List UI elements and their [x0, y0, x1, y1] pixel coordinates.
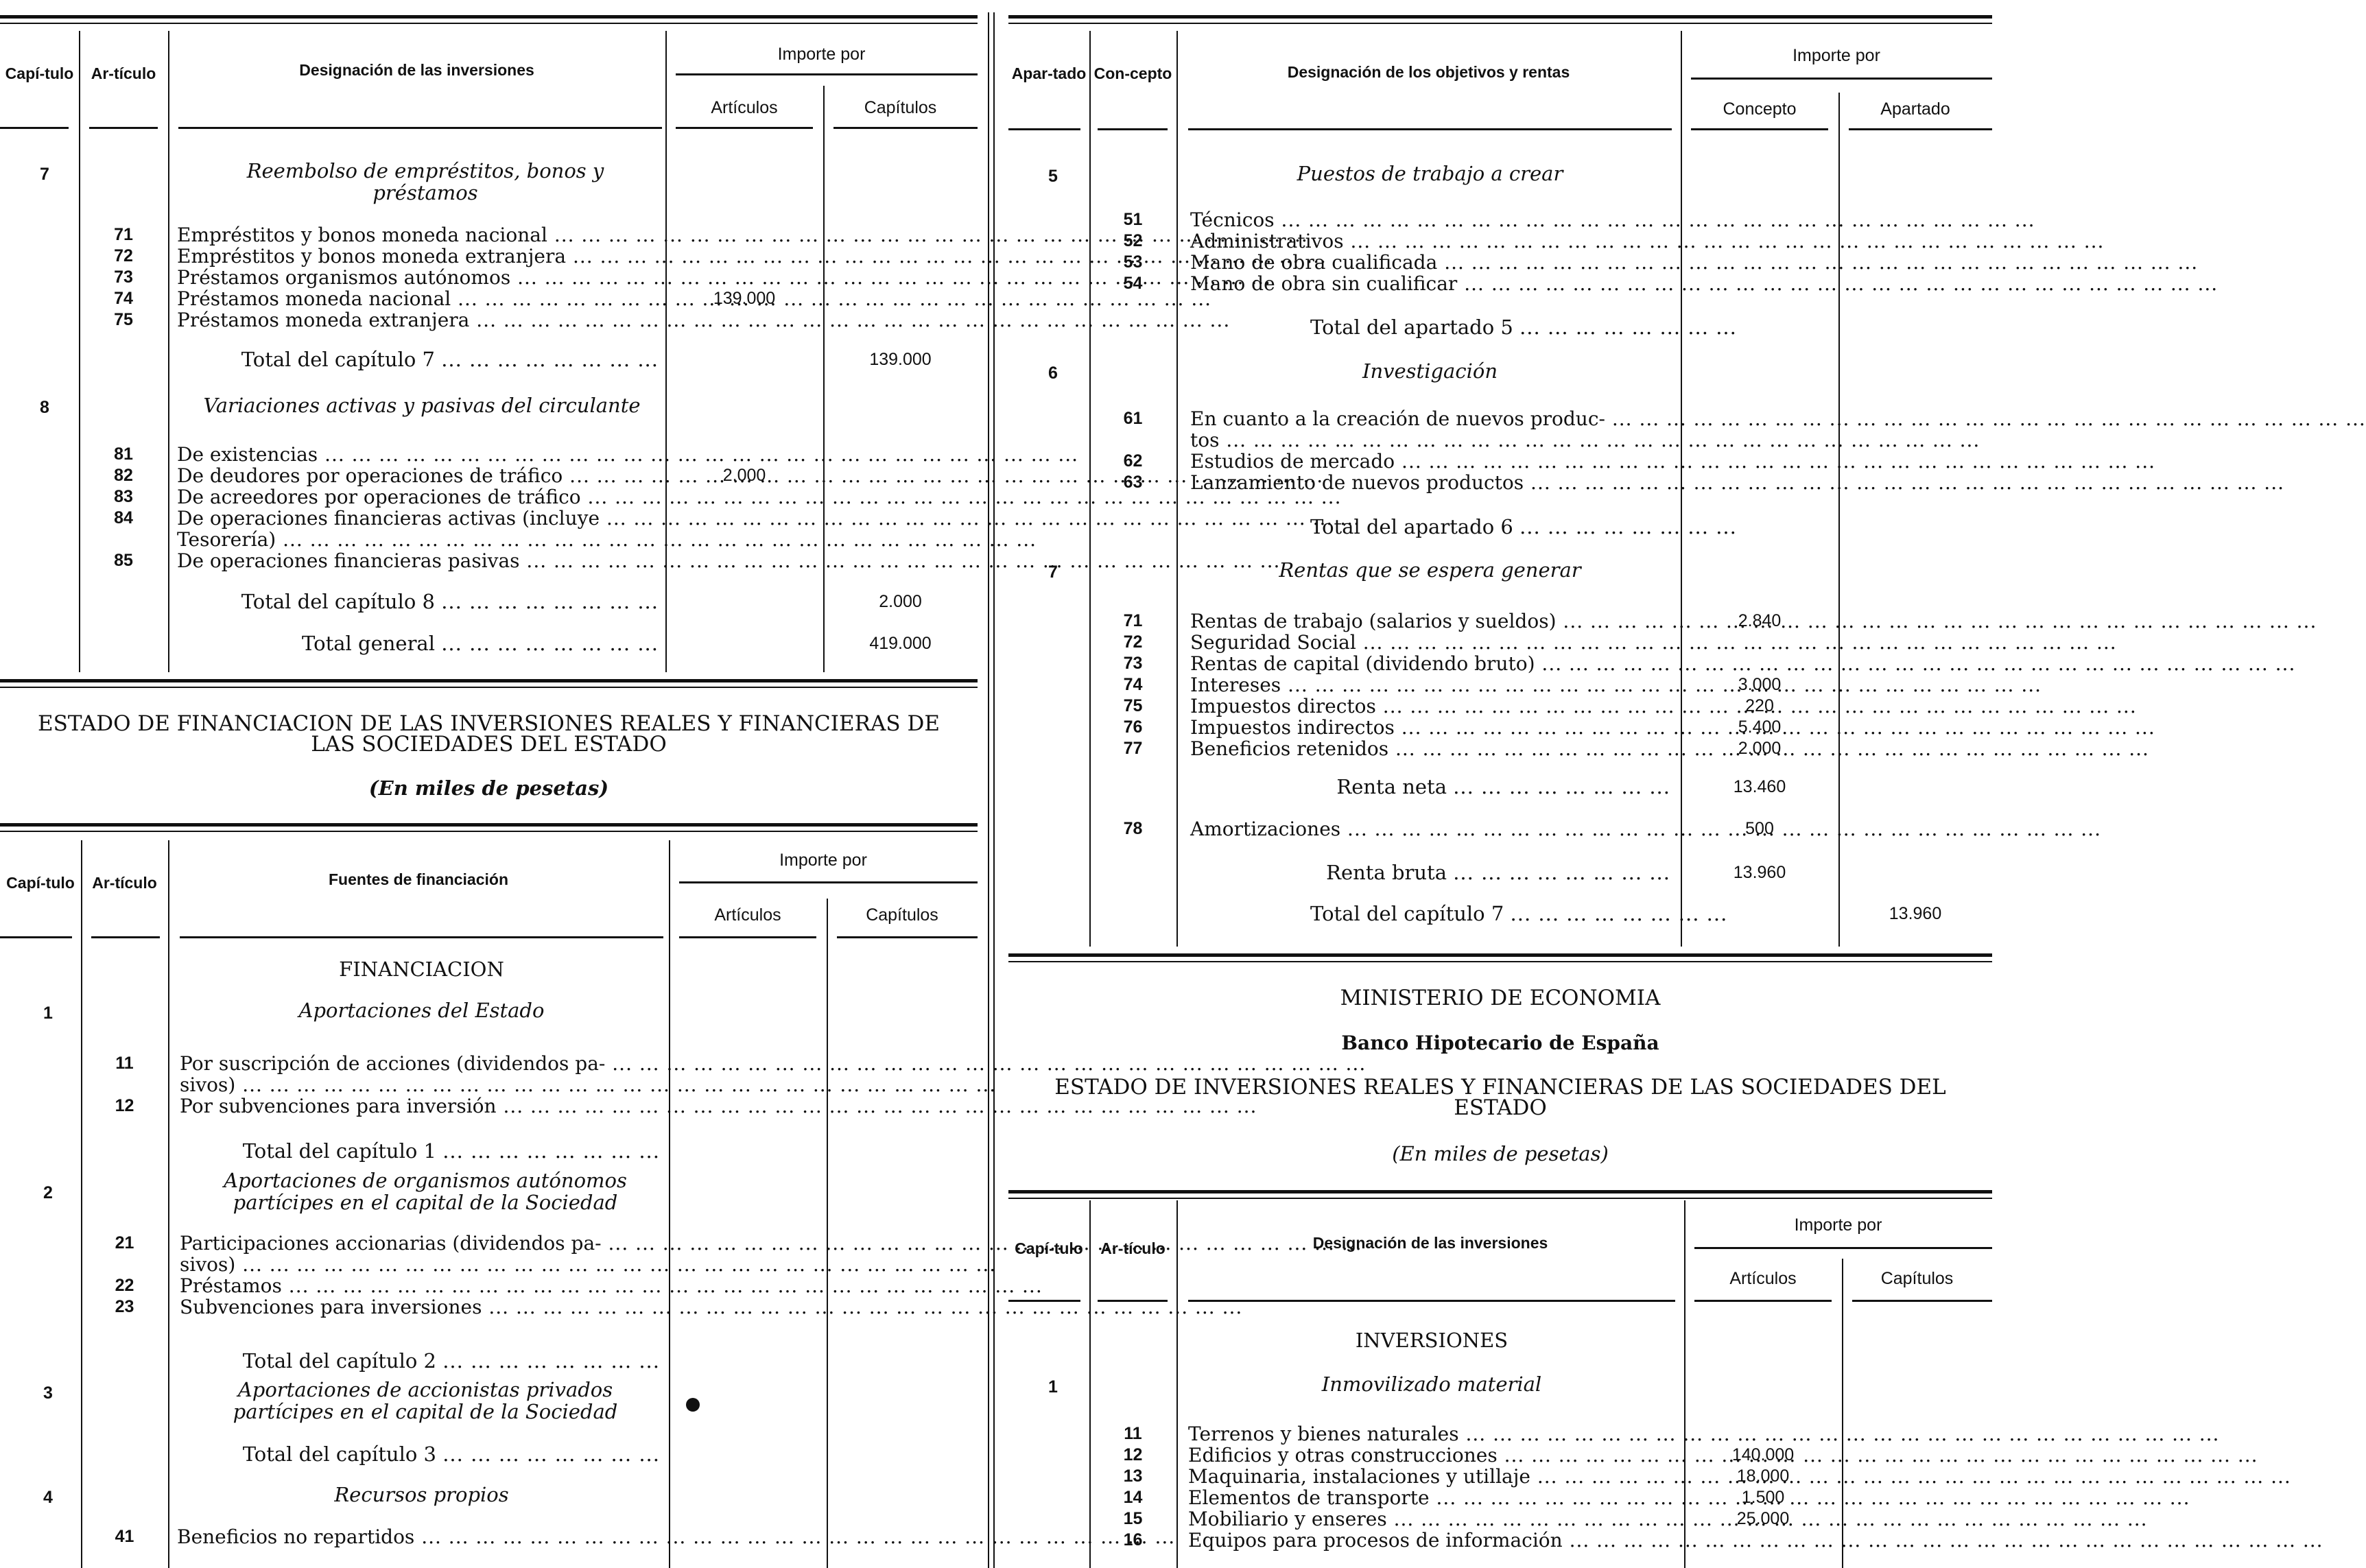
row-label: Impuestos indirectos ... . — [1190, 717, 1670, 738]
row-number: 13 — [1123, 1466, 1143, 1486]
section-rule — [1008, 1190, 1992, 1193]
row-value: 3.000 — [1738, 675, 1782, 694]
row-value: 18.000 — [1736, 1466, 1790, 1486]
row-label: Lanzamiento de nuevos productos ... . — [1190, 472, 1670, 493]
table-row — [0, 224, 978, 246]
chapter-total: Total del capítulo 7 ... ... ... ... ... ... ... ... — [1310, 902, 1728, 925]
ministry-name: MINISTERIO DE ECONOMIA — [1340, 986, 1661, 1010]
row-label: Edificios y otras construcciones ... . — [1188, 1445, 1675, 1466]
header-capitulo: Capí-tulo — [5, 64, 74, 82]
row-label: Beneficios retenidos ... . — [1190, 738, 1670, 759]
row-label: Amortizaciones ... . — [1190, 818, 1670, 840]
renta-neta-value: 13.460 — [1733, 777, 1786, 796]
apartado-total: Total del apartado 6 ... ... ... ... ... ... ... ... — [1310, 515, 1737, 538]
chapter-title: Reembolso de empréstitos, bonos y préstamos — [246, 159, 604, 204]
row-value: 500 — [1745, 819, 1774, 838]
table-row — [0, 486, 978, 508]
apartado-title: Rentas que se espera generar — [1279, 558, 1581, 582]
chapter-number: 2 — [43, 1183, 53, 1202]
row-label: sivos) ... . — [180, 1074, 660, 1095]
row-label: Intereses ... . — [1190, 674, 1670, 696]
chapter-title: Aportaciones de organismos autónomos partícipes en el capital de la Sociedad — [224, 1169, 627, 1214]
row-value: 1.500 — [1741, 1488, 1785, 1507]
row-label: Técnicos ... . — [1190, 209, 1670, 230]
bank-name: Banco Hipotecario de España — [1341, 1032, 1659, 1054]
section-rule — [0, 823, 978, 827]
column-divider — [993, 12, 995, 1568]
row-number: 75 — [114, 310, 133, 329]
header-capitulo: Capí-tulo — [1015, 1239, 1083, 1257]
chapter-number: 1 — [43, 1003, 53, 1023]
table-row — [0, 1526, 978, 1547]
header-capitulos: Capítulos — [866, 905, 938, 925]
apartado-title: Investigación — [1362, 359, 1498, 383]
table-row — [1008, 1487, 1992, 1508]
row-number: 14 — [1123, 1488, 1143, 1507]
table-row — [0, 1233, 978, 1254]
row-label: De acreedores por operaciones de tráfico ... . — [177, 486, 657, 508]
header-capitulos: Capítulos — [1880, 1269, 1954, 1288]
row-label: Empréstitos y bonos moneda extranjera ... . — [177, 246, 657, 267]
row-number: 74 — [114, 289, 133, 308]
row-label: De operaciones financieras activas (incluye ... . — [177, 508, 657, 529]
investments-subtitle: (En miles de pesetas) — [1392, 1142, 1609, 1165]
chapter-total: Total del capítulo 7 ... ... ... ... ... ... ... ... — [241, 348, 659, 371]
row-label: Empréstitos y bonos moneda nacional ... . — [177, 224, 657, 246]
row-number: 11 — [115, 1054, 134, 1073]
header-importe: Importe por — [1794, 1215, 1882, 1235]
row-number: 61 — [1123, 409, 1143, 428]
table-row — [0, 1074, 978, 1095]
table-row — [1008, 1466, 1992, 1487]
row-number: 12 — [1123, 1445, 1143, 1464]
row-value: 5.400 — [1738, 717, 1782, 737]
row-number: 71 — [1123, 611, 1143, 630]
row-label: Mano de obra cualificada ... . — [1190, 252, 1670, 273]
general-total: Total general ... ... ... ... ... ... ... ... — [302, 632, 659, 655]
row-label: Préstamos ... . — [180, 1275, 660, 1296]
header-designacion: Designación de las inversiones — [299, 61, 534, 79]
row-label: Por suscripción de acciones (dividendos pa- ... . — [180, 1053, 660, 1074]
chapter-total-value: 13.960 — [1889, 904, 1942, 923]
financing-title: ESTADO DE FINANCIACION DE LAS INVERSIONES REALES Y FINANCIERAS DE LAS SOCIEDADES DEL ESTADO — [38, 711, 940, 757]
header-concepto-sub: Concepto — [1723, 99, 1797, 119]
row-value: 140.000 — [1731, 1445, 1795, 1464]
row-label: Préstamos moneda extranjera ... . — [177, 309, 657, 331]
row-value: 2.840 — [1738, 611, 1782, 630]
row-number: 54 — [1123, 274, 1143, 293]
header-designacion: Designación de las inversiones — [1312, 1234, 1548, 1252]
chapter-number: 4 — [43, 1488, 53, 1507]
row-label: Impuestos directos ... . — [1190, 696, 1670, 717]
row-number: 11 — [1124, 1424, 1142, 1443]
bullet-mark — [686, 1398, 700, 1412]
row-number: 74 — [1123, 675, 1143, 694]
table-row — [1008, 696, 1992, 717]
row-number: 73 — [1123, 654, 1143, 673]
table-row — [1008, 252, 1992, 273]
apartado-number: 6 — [1048, 364, 1058, 383]
table-row — [1008, 610, 1992, 632]
row-number: 63 — [1123, 473, 1143, 492]
row-value: 2.000 — [722, 466, 766, 485]
financing-subtitle: (En miles de pesetas) — [368, 776, 609, 800]
row-number: 78 — [1123, 819, 1143, 838]
table-row — [1008, 209, 1992, 230]
row-label: De operaciones financieras pasivas ... . — [177, 550, 657, 571]
header-importe: Importe por — [1793, 46, 1880, 65]
table-row — [1008, 818, 1992, 840]
table-row — [0, 267, 978, 288]
renta-neta: Renta neta ... ... ... ... ... ... ... ... — [1336, 775, 1670, 798]
table-row — [1008, 408, 1992, 429]
table-row — [0, 1095, 978, 1117]
row-number: 22 — [115, 1276, 134, 1295]
table-row — [0, 1254, 978, 1275]
apartado-total: Total del apartado 5 ... ... ... ... ... ... ... ... — [1310, 316, 1737, 339]
section-heading: FINANCIACION — [339, 958, 504, 981]
header-capitulo: Capí-tulo — [6, 874, 75, 892]
row-number: 72 — [1123, 632, 1143, 652]
header-apartado-sub: Apartado — [1880, 99, 1950, 119]
table-row — [1008, 273, 1992, 294]
header-fuentes: Fuentes de financiación — [329, 870, 508, 888]
chapter-title: Aportaciones de accionistas privados partícipes en el capital de la Sociedad — [233, 1378, 618, 1423]
apartado-number: 5 — [1048, 167, 1058, 186]
row-label: Por subvenciones para inversión ... . — [180, 1095, 660, 1117]
row-label: Equipos para procesos de información ... . — [1188, 1530, 1675, 1551]
row-label: Administrativos ... . — [1190, 230, 1670, 252]
row-number: 83 — [114, 487, 133, 506]
chapter-number: 3 — [43, 1383, 53, 1403]
top-rule — [1008, 15, 1992, 19]
table-row — [0, 1296, 978, 1318]
row-number: 21 — [115, 1233, 134, 1252]
chapter-number: 1 — [1048, 1377, 1058, 1397]
apartado-number: 7 — [1048, 562, 1058, 582]
general-total-value: 419.000 — [869, 634, 932, 653]
table-row — [0, 309, 978, 331]
table-row — [1008, 632, 1992, 653]
row-number: 71 — [114, 225, 133, 244]
chapter-title: Variaciones activas y pasivas del circulante — [203, 394, 641, 417]
chapter-title: Inmovilizado material — [1321, 1373, 1542, 1396]
chapter-title: Aportaciones del Estado — [298, 999, 545, 1022]
row-number: 23 — [115, 1297, 134, 1316]
row-number: 85 — [114, 551, 133, 570]
chapter-total: Total del capítulo 8 ... ... ... ... ... ... ... ... — [241, 590, 659, 613]
chapter-total: Total del capítulo 2 ... ... ... ... ... ... ... ... — [242, 1349, 660, 1373]
section-rule — [0, 679, 978, 682]
table-row — [1008, 1423, 1992, 1445]
table-row — [1008, 1445, 1992, 1466]
objectives-table — [1008, 31, 1992, 943]
table-row — [1008, 717, 1992, 738]
section-rule — [1008, 953, 1992, 957]
row-number: 15 — [1123, 1509, 1143, 1528]
row-number: 12 — [115, 1096, 134, 1115]
row-label: Maquinaria, instalaciones y utillaje ... . — [1188, 1466, 1675, 1487]
investments-table-continued — [0, 31, 978, 679]
row-number: 77 — [1123, 739, 1143, 758]
row-label: Rentas de capital (dividendo bruto) ... . — [1190, 653, 1670, 674]
header-capitulos: Capítulos — [864, 98, 937, 117]
header-articulos: Artículos — [1729, 1269, 1797, 1288]
financing-table — [0, 833, 978, 1568]
row-number: 53 — [1123, 252, 1143, 272]
table-row — [1008, 674, 1992, 696]
table-row — [1008, 1530, 1992, 1551]
header-articulos: Artículos — [714, 905, 781, 925]
table-row — [0, 1275, 978, 1296]
section-heading: INVERSIONES — [1355, 1329, 1509, 1352]
table-row — [1008, 1508, 1992, 1530]
table-row — [0, 465, 978, 486]
apartado-title: Puestos de trabajo a crear — [1297, 162, 1563, 185]
investments-table — [1008, 1200, 1992, 1568]
header-apartado: Apar-tado — [1011, 64, 1087, 82]
row-label: Mobiliario y enseres ... . — [1188, 1508, 1675, 1530]
row-number: 76 — [1123, 717, 1143, 737]
table-row — [0, 288, 978, 309]
row-label: Rentas de trabajo (salarios y sueldos) ... . — [1190, 610, 1670, 632]
header-articulos: Artículos — [711, 98, 778, 117]
chapter-title: Recursos propios — [334, 1483, 509, 1506]
row-label: Mano de obra sin cualificar ... . — [1190, 273, 1670, 294]
row-label: De existencias ... . — [177, 444, 657, 465]
row-number: 62 — [1123, 451, 1143, 471]
row-number: 82 — [114, 466, 133, 485]
renta-bruta: Renta bruta ... ... ... ... ... ... ... ... — [1326, 861, 1670, 884]
chapter-number: 7 — [40, 165, 49, 184]
top-rule — [0, 15, 978, 19]
investments-title: ESTADO DE INVERSIONES REALES Y FINANCIERAS DE LAS SOCIEDADES DEL ESTADO — [1054, 1075, 1946, 1120]
row-number: 52 — [1123, 231, 1143, 250]
row-value: 2.000 — [1738, 739, 1782, 758]
row-number: 51 — [1123, 210, 1143, 229]
row-label: Préstamos organismos autónomos ... . — [177, 267, 657, 288]
row-number: 84 — [114, 508, 133, 527]
row-label: Seguridad Social ... . — [1190, 632, 1670, 653]
header-articulo: Ar-tículo — [92, 874, 157, 892]
header-articulo: Ar-tículo — [1100, 1239, 1166, 1257]
row-value: 25.000 — [1736, 1509, 1790, 1528]
row-label: sivos) ... . — [180, 1254, 660, 1275]
column-divider — [988, 12, 989, 1568]
table-row — [0, 1053, 978, 1074]
chapter-total-value: 2.000 — [879, 592, 922, 611]
row-number: 75 — [1123, 696, 1143, 715]
row-number: 16 — [1123, 1530, 1143, 1549]
table-row — [1008, 738, 1992, 759]
table-row — [0, 550, 978, 571]
table-row — [0, 529, 978, 550]
table-row — [0, 508, 978, 529]
row-number: 72 — [114, 246, 133, 265]
row-label: Participaciones accionarias (dividendos pa- ... . — [180, 1233, 660, 1254]
row-number: 81 — [114, 444, 133, 464]
row-label: En cuanto a la creación de nuevos produc- ... . — [1190, 408, 1670, 429]
chapter-total: Total del capítulo 1 ... ... ... ... ... ... ... ... — [242, 1139, 660, 1163]
row-label: Beneficios no repartidos ... . — [177, 1526, 661, 1547]
header-designacion: Designación de los objetivos y rentas — [1287, 63, 1570, 81]
renta-bruta-value: 13.960 — [1733, 863, 1786, 882]
row-label: tos ... . — [1190, 429, 1670, 451]
row-value: 139.000 — [713, 289, 776, 308]
table-row — [0, 444, 978, 465]
row-label: Tesorería) ... . — [177, 529, 657, 550]
row-number: 41 — [115, 1527, 134, 1546]
row-number: 73 — [114, 268, 133, 287]
table-row — [1008, 230, 1992, 252]
header-importe: Importe por — [777, 45, 866, 64]
chapter-total-value: 139.000 — [869, 350, 932, 369]
table-row — [0, 246, 978, 267]
table-row — [1008, 472, 1992, 493]
row-label: Préstamos moneda nacional ... . — [177, 288, 657, 309]
table-row — [1008, 429, 1992, 451]
header-importe: Importe por — [779, 851, 867, 870]
chapter-total: Total del capítulo 3 ... ... ... ... ... ... ... ... — [242, 1442, 660, 1466]
row-label: Elementos de transporte ... . — [1188, 1487, 1675, 1508]
header-concepto: Con-cepto — [1093, 64, 1172, 82]
row-label: De deudores por operaciones de tráfico ... . — [177, 465, 657, 486]
table-row — [1008, 451, 1992, 472]
row-label: Terrenos y bienes naturales ... . — [1188, 1423, 1675, 1445]
chapter-number: 8 — [40, 398, 49, 417]
header-articulo: Ar-tículo — [91, 64, 156, 82]
row-label: Estudios de mercado ... . — [1190, 451, 1670, 472]
row-value: 220 — [1745, 696, 1774, 715]
table-row — [1008, 653, 1992, 674]
row-label: Subvenciones para inversiones ... . — [180, 1296, 660, 1318]
